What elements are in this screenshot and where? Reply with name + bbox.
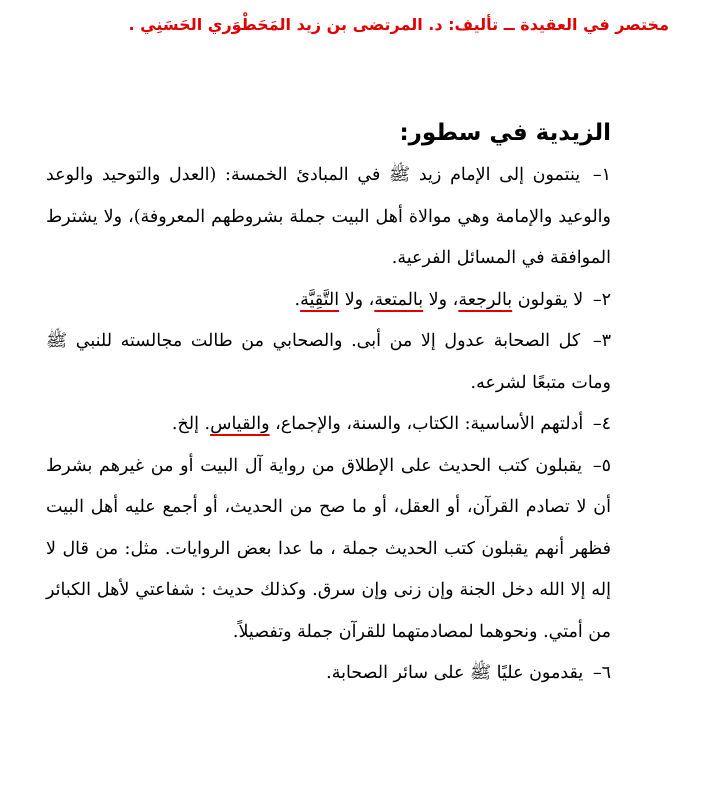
item-text: يقبلون كتب الحديث على الإطلاق من رواية آل البيت أو من غيرهم بشرط أن لا تصادم القرآن، أو العقل، أو ما صح من الحديث، أو أجمع عليه أهل البيت فظهر أنهم يقبلون كتب الحديث جملة ، ما عدا بعض الروايات. مثل: من قال لا إله إلا الله دخل الجنة وإن زنى وإن سرق. وكذلك حديث : شفاعتي لأهل الكبائر من أمتي. ونحوهما لمصادمتهما للقرآن جملة وتفصيلاً. (46, 455, 611, 642)
list-item-6 (46, 653, 611, 695)
body-text (46, 155, 611, 695)
item-number: ٣– (592, 331, 611, 351)
item-text-sep: ، ولا (339, 289, 375, 310)
item-text-pre: لا يقولون (512, 289, 584, 310)
book-header: مختصر في العقيدة ــ تأليف: د. المرتضى بن زيد المَحَطْوَري الحَسَنِي . (128, 15, 669, 34)
item-number: ١– (592, 165, 611, 185)
underlined-term-mutaa: بالمتعة (374, 289, 424, 310)
underlined-term-taqiyya: التَّقِيَّة (300, 289, 340, 310)
list-item-2 (46, 280, 611, 322)
item-text-sep: ، ولا (423, 289, 459, 310)
item-text: كل الصحابة عدول إلا من أبى. والصحابي من طالت مجالسته للنبي ﷺ ومات متبعًا لشرعه. (46, 331, 611, 393)
list-item-1 (46, 155, 611, 280)
item-number: ٥– (592, 455, 611, 476)
item-number: ٢– (592, 289, 611, 310)
section-title: الزيدية في سطور: (399, 120, 611, 146)
underlined-term-qiyas: والقياس (210, 414, 270, 434)
item-text-post: . إلخ. (171, 414, 211, 434)
item-text-post: . (294, 289, 301, 310)
item-number: ٦– (592, 663, 611, 683)
list-item-5 (46, 446, 611, 654)
item-number: ٤– (592, 414, 611, 434)
item-text: يقدمون عليًا ﷺ على سائر الصحابة. (326, 663, 584, 683)
list-item-3 (46, 321, 611, 404)
list-item-4 (46, 404, 611, 446)
underlined-term-rajaa: بالرجعة (458, 289, 513, 310)
item-text: ينتمون إلى الإمام زيد ﷺ في المبادئ الخمسة: (العدل والتوحيد والوعد والوعيد والإمامة وهي موالاة أهل البيت جملة بشروطهم المعروفة)، ولا يشترط الموافقة في المسائل الفرعية. (46, 165, 611, 268)
item-text-pre: أدلتهم الأساسية: الكتاب، والسنة، والإجماع، (269, 414, 584, 434)
